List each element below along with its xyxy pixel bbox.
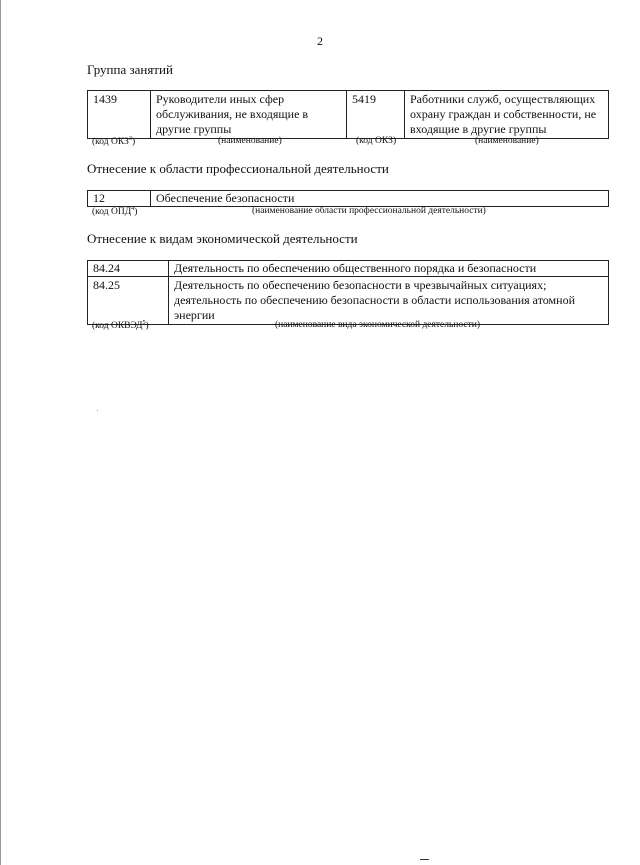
scan-speck	[97, 410, 98, 411]
scan-bottom-mark	[420, 859, 429, 860]
economic-activity-title: Отнесение к видам экономической деятельности	[87, 231, 358, 246]
opd-name-cell: Обеспечение безопасности	[151, 191, 609, 207]
okved-name-cell: Деятельность по обеспечению безопасности в чрезвычайных ситуациях; деятельность по обеспечению безопасности в области использования атомной энергии	[169, 277, 609, 325]
table-row	[88, 91, 609, 139]
okz-code-cell: 1439	[88, 91, 151, 139]
caption-opd-code: (код ОПД$^4$)	[92, 206, 138, 218]
economic-activity-table	[87, 260, 609, 325]
caption-okz-name: (наименование)	[218, 136, 282, 146]
table-row	[88, 261, 609, 277]
occupation-group-table	[87, 90, 609, 139]
okved-code-cell: 84.25	[88, 277, 169, 325]
opd-code-cell: 12	[88, 191, 151, 207]
okz-name-cell: Работники служб, осуществляющих охрану граждан и собственности, не входящие в другие группы	[405, 91, 609, 139]
okz-code-cell: 5419	[347, 91, 405, 139]
scan-edge-line	[0, 0, 1, 865]
caption-okz-code: (код ОКЗ$^3$)	[92, 136, 136, 148]
caption-okved-name: (наименование вида экономической деятельности)	[275, 320, 480, 330]
professional-area-title: Отнесение к области профессиональной деятельности	[87, 161, 389, 176]
page-number: 2	[317, 34, 323, 48]
okz-name-cell: Руководители иных сфер обслуживания, не входящие в другие группы	[151, 91, 347, 139]
professional-area-table	[87, 190, 609, 207]
caption-opd-name: (наименование области профессиональной деятельности)	[252, 206, 486, 216]
caption-okz-name-2: (наименование)	[475, 136, 539, 146]
okved-code-cell: 84.24	[88, 261, 169, 277]
caption-okved-code: (код ОКВЭД$^5$)	[92, 320, 149, 332]
table-row	[88, 191, 609, 207]
okved-name-cell: Деятельность по обеспечению общественного порядка и безопасности	[169, 261, 609, 277]
caption-okz-code-2: (код ОКЗ)	[356, 136, 397, 146]
table-row	[88, 277, 609, 325]
occupation-group-title: Группа занятий	[87, 62, 173, 77]
